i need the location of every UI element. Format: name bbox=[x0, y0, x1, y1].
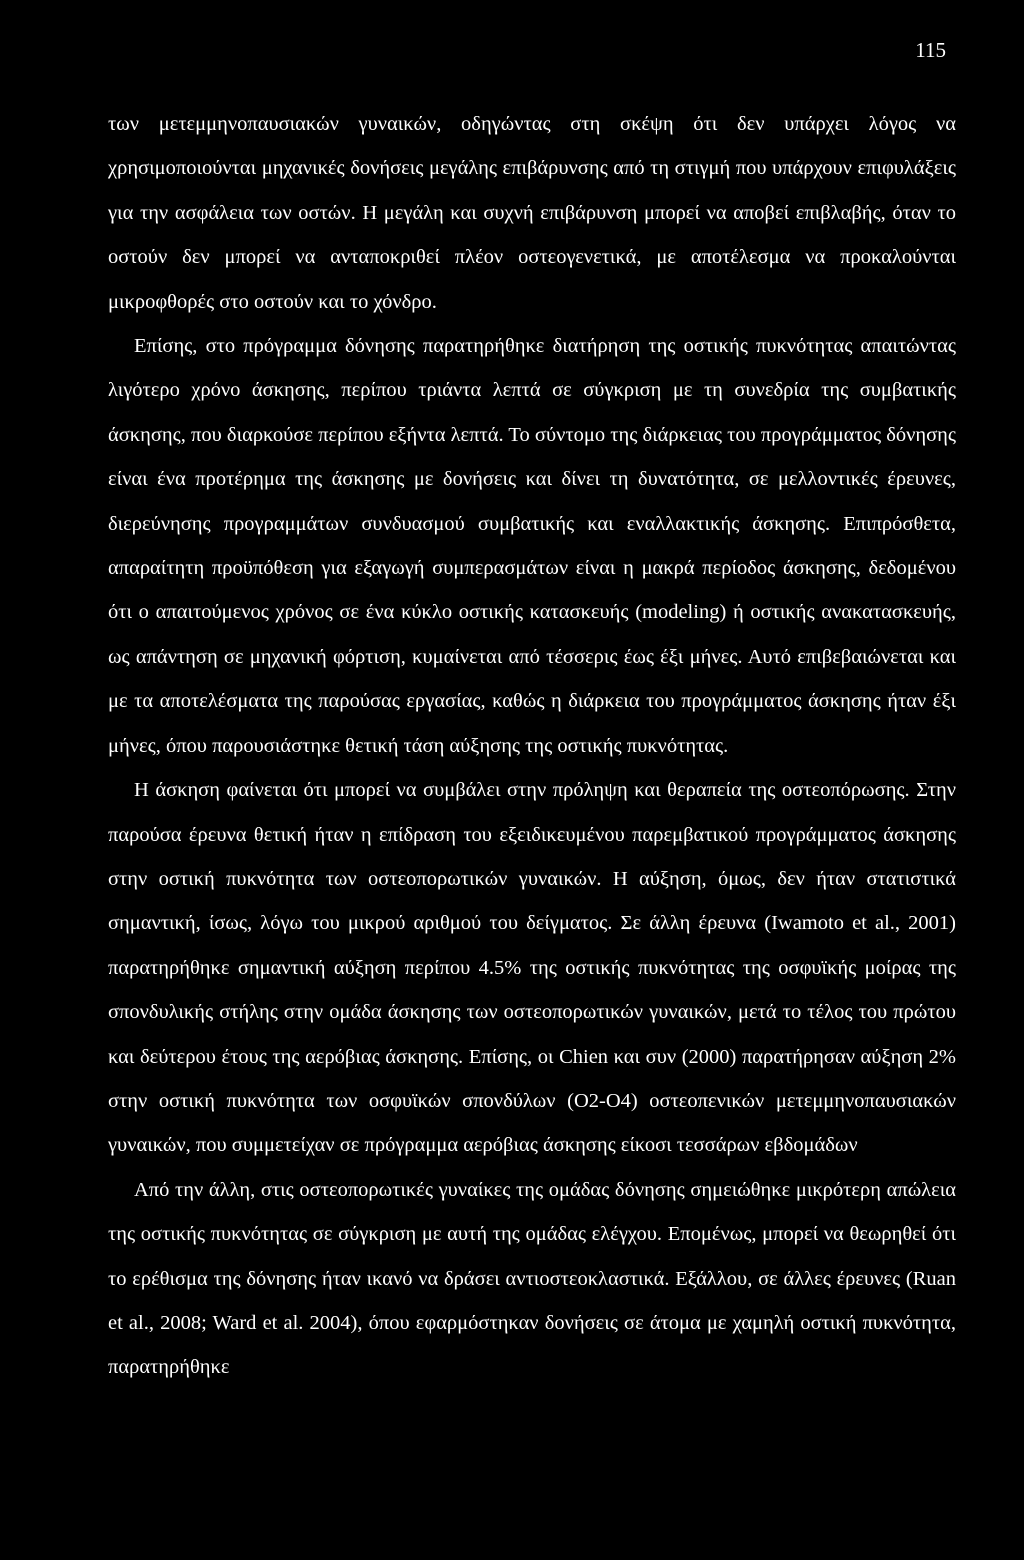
document-body bbox=[108, 102, 956, 1390]
paragraph-continued: των μετεμμηνοπαυσιακών γυναικών, οδηγώντας στη σκέψη ότι δεν υπάρχει λόγος να χρησιμοποιούνται μηχανικές δονήσεις μεγάλης επιβάρυνσης από τη στιγμή που υπάρχουν επιφυλάξεις για την ασφάλεια των οστών. Η μεγάλη και συχνή επιβάρυνση μπορεί να αποβεί επιβλαβής, όταν το οστούν δεν μπορεί να ανταποκριθεί πλέον οστεογενετικά, με αποτέλεσμα να προκαλούνται μικροφθορές στο οστούν και το χόνδρο. bbox=[108, 113, 956, 313]
paragraph-exercise-osteoporosis: Η άσκηση φαίνεται ότι μπορεί να συμβάλει στην πρόληψη και θεραπεία της οστεοπόρωσης. Στην παρούσα έρευνα θετική ήταν η επίδραση του εξειδικευμένου παρεμβατικού προγράμματος άσκησης στην οστική πυκνότητα των οστεοπορωτικών γυναικών. Η αύξηση, όμως, δεν ήταν στατιστικά σημαντική, ίσως, λόγω του μικρού αριθμού του δείγματος. Σε άλλη έρευνα (Iwamoto et al., 2001) παρατηρήθηκε σημαντική αύξηση περίπου 4.5% της οστικής πυκνότητας της οσφυϊκής μοίρας της σπονδυλικής στήλης στην ομάδα άσκησης των οστεοπορωτικών γυναικών, μετά το τέλος του πρώτου και δεύτερου έτους της αερόβιας άσκησης. Επίσης, οι Chien και συν (2000) παρατήρησαν αύξηση 2% στην οστική πυκνότητα των οσφυϊκών σπονδύλων (Ο2-Ο4) οστεοπενικών μετεμμηνοπαυσιακών γυναικών, που συμμετείχαν σε πρόγραμμα αερόβιας άσκησης είκοσι τεσσάρων εβδομάδων bbox=[108, 779, 956, 1157]
paragraph-vibration-group: Από την άλλη, στις οστεοπορωτικές γυναίκες της ομάδας δόνησης σημειώθηκε μικρότερη απώλεια της οστικής πυκνότητας σε σύγκριση με αυτή της ομάδας ελέγχου. Επομένως, μπορεί να θεωρηθεί ότι το ερέθισμα της δόνησης ήταν ικανό να δράσει αντιοστεοκλαστικά. Εξάλλου, σε άλλες έρευνες (Ruan et al., 2008; Ward et al. 2004), όπου εφαρμόστηκαν δονήσεις σε άτομα με χαμηλή οστική πυκνότητα, παρατηρήθηκε bbox=[108, 1178, 956, 1379]
page-number: 115 bbox=[915, 38, 946, 62]
paragraph-vibration-program: Επίσης, στο πρόγραμμα δόνησης παρατηρήθηκε διατήρηση της οστικής πυκνότητας απαιτώντας λιγότερο χρόνο άσκησης, περίπου τριάντα λεπτά σε σύγκριση με τη συνεδρία της συμβατικής άσκησης, που διαρκούσε περίπου εξήντα λεπτά. Το σύντομο της διάρκειας του προγράμματος δόνησης είναι ένα προτέρημα της άσκησης με δονήσεις και δίνει τη δυνατότητα, σε μελλοντικές έρευνες, διερεύνησης προγραμμάτων συνδυασμού συμβατικής και εναλλακτικής άσκησης. Επιπρόσθετα, απαραίτητη προϋπόθεση για εξαγωγή συμπερασμάτων είναι η μακρά περίοδος άσκησης, δεδομένου ότι ο απαιτούμενος χρόνος σε ένα κύκλο οστικής κατασκευής (modeling) ή οστικής ανακατασκευής, ως απάντηση σε μηχανική φόρτιση, κυμαίνεται από τέσσερις έως έξι μήνες. Αυτό επιβεβαιώνεται και με τα αποτελέσματα της παρούσας εργασίας, καθώς η διάρκεια του προγράμματος άσκησης ήταν έξι μήνες, όπου παρουσιάστηκε θετική τάση αύξησης της οστικής πυκνότητας. bbox=[108, 335, 956, 757]
